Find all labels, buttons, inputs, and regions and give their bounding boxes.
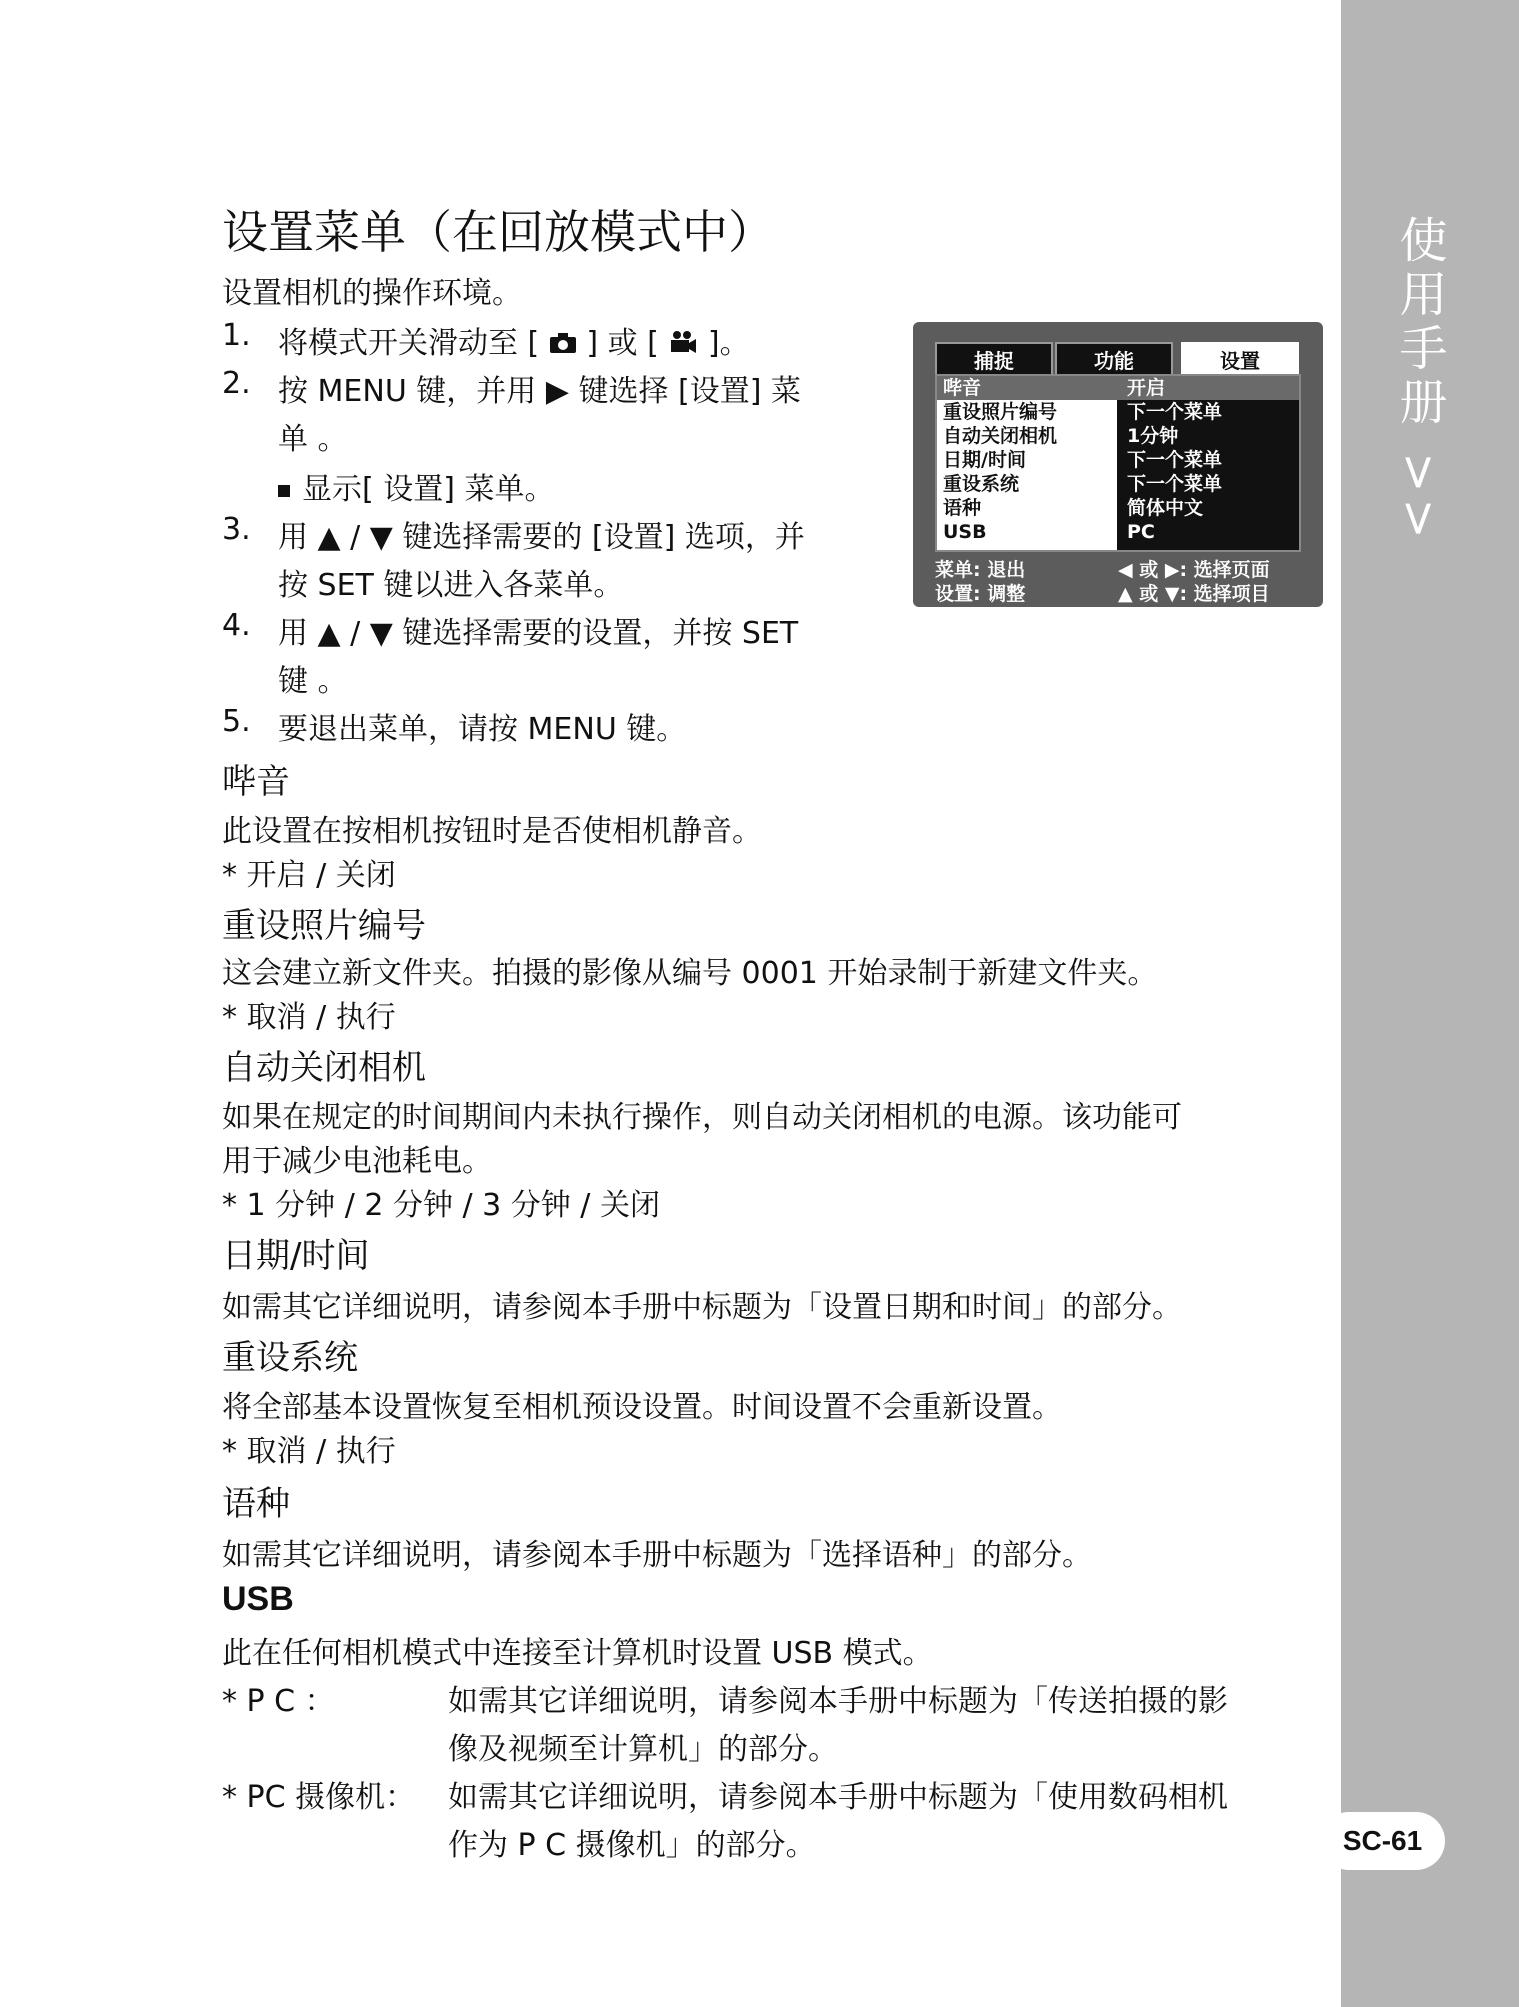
camera-menu-row (937, 424, 1299, 448)
side-label: 使用手册 >> (1391, 215, 1447, 545)
section-option: * 取消 / 执行 (222, 1434, 396, 1469)
camera-footer-adjust: 设置: 调整 (935, 583, 1026, 605)
camera-row-value: 下一个菜单 (1127, 473, 1223, 495)
camera-icon (549, 327, 577, 362)
camera-menu-tabs (935, 342, 1301, 374)
usb-option-text: 如需其它详细说明，请参阅本手册中标题为「传送拍摄的影 (448, 1684, 1228, 1719)
section-title: 日期/时间 (222, 1236, 370, 1276)
step-4-line-2: 键 。 (278, 664, 348, 699)
section-title: 语种 (222, 1484, 290, 1524)
step-1 (278, 318, 750, 362)
section-title: USB (222, 1580, 294, 1618)
section-option: * 取消 / 执行 (222, 1000, 396, 1035)
usb-option-text: 像及视频至计算机」的部分。 (448, 1732, 838, 1767)
camera-row-value: 简体中文 (1127, 497, 1204, 519)
section-title: 哔音 (222, 762, 290, 802)
step-1-text-b: ] 或 [ (586, 326, 659, 361)
camera-row-value: 下一个菜单 (1127, 449, 1223, 471)
camera-row-label: 日期/时间 (943, 449, 1026, 471)
step-1-text-c: ]。 (707, 326, 750, 361)
bullet-square-icon (278, 485, 290, 497)
camera-row-label: 哔音 (943, 377, 982, 399)
camera-row-label: USB (943, 521, 987, 543)
section-title: 重设照片编号 (222, 906, 426, 946)
section-title: 自动关闭相机 (222, 1048, 426, 1088)
step-number: 1. (222, 318, 251, 353)
camera-footer-exit: 菜单: 退出 (935, 559, 1026, 581)
camera-footer-item: ▲ 或 ▼: 选择项目 (1118, 583, 1270, 605)
section-text: 将全部基本设置恢复至相机预设设置。时间设置不会重新设置。 (222, 1390, 1062, 1425)
usb-option-text: 如需其它详细说明，请参阅本手册中标题为「使用数码相机 (448, 1780, 1228, 1815)
step-3-line-2: 按 SET 键以进入各菜单。 (278, 568, 624, 603)
usb-option-key: * P C ： (222, 1684, 335, 1719)
video-camera-icon (668, 327, 698, 362)
step-3-line-1: 用 ▲ / ▼ 键选择需要的 [设置] 选项，并 (278, 520, 805, 555)
step-2-sub-text: 显示[ 设置] 菜单。 (302, 472, 555, 507)
camera-tab-capture: 捕捉 (935, 342, 1053, 374)
section-text: 这会建立新文件夹。拍摄的影像从编号 0001 开始录制于新建文件夹。 (222, 956, 1158, 991)
step-number: 3. (222, 512, 251, 547)
section-text: 此在任何相机模式中连接至计算机时设置 USB 模式。 (222, 1636, 933, 1671)
camera-tab-setup: 设置 (1181, 342, 1299, 374)
section-option: * 开启 / 关闭 (222, 858, 396, 893)
camera-row-label: 重设照片编号 (943, 401, 1058, 423)
camera-row-label: 重设系统 (943, 473, 1020, 495)
camera-tab-function: 功能 (1055, 342, 1173, 374)
step-2-line-1: 按 MENU 键，并用 ▶ 键选择 [设置] 菜 (278, 374, 801, 409)
page-number: SC-61 (1320, 1812, 1445, 1870)
section-title: 重设系统 (222, 1338, 358, 1378)
section-text: 如需其它详细说明，请参阅本手册中标题为「选择语种」的部分。 (222, 1538, 1092, 1573)
step-4-line-1: 用 ▲ / ▼ 键选择需要的设置，并按 SET (278, 616, 799, 651)
camera-row-value: 下一个菜单 (1127, 401, 1223, 423)
camera-menu-row (937, 376, 1299, 400)
step-2-sub (278, 464, 554, 508)
step-number: 2. (222, 366, 251, 401)
camera-footer-page: ◀ 或 ▶: 选择页面 (1118, 559, 1270, 581)
camera-menu-row (937, 472, 1299, 496)
section-text: 此设置在按相机按钮时是否使相机静音。 (222, 814, 762, 849)
step-5-line-1: 要退出菜单，请按 MENU 键。 (278, 712, 687, 747)
camera-menu-screen (913, 322, 1323, 607)
camera-menu-row (937, 400, 1299, 424)
section-option: * 1 分钟 / 2 分钟 / 3 分钟 / 关闭 (222, 1188, 660, 1223)
camera-menu-list (935, 374, 1301, 552)
step-number: 4. (222, 608, 251, 643)
step-number: 5. (222, 704, 251, 739)
usb-option-key: * PC 摄像机： (222, 1780, 416, 1815)
camera-menu-row (937, 448, 1299, 472)
section-text: 如需其它详细说明，请参阅本手册中标题为「设置日期和时间」的部分。 (222, 1290, 1182, 1325)
camera-menu-row (937, 496, 1299, 520)
section-text: 如果在规定的时间期间内未执行操作，则自动关闭相机的电源。该功能可 (222, 1100, 1182, 1135)
camera-row-label: 语种 (943, 497, 982, 519)
camera-menu-row (937, 520, 1299, 544)
camera-row-value: PC (1127, 521, 1155, 543)
step-1-text-a: 将模式开关滑动至 [ (278, 326, 540, 361)
usb-option-text: 作为 P C 摄像机」的部分。 (448, 1828, 816, 1863)
camera-row-value: 开启 (1127, 377, 1166, 399)
intro-text: 设置相机的操作环境。 (222, 276, 522, 311)
page-title: 设置菜单（在回放模式中） (222, 205, 774, 259)
camera-row-value: 1分钟 (1127, 425, 1179, 447)
step-2-line-2: 单 。 (278, 422, 348, 457)
section-text: 用于减少电池耗电。 (222, 1144, 492, 1179)
camera-row-label: 自动关闭相机 (943, 425, 1058, 447)
